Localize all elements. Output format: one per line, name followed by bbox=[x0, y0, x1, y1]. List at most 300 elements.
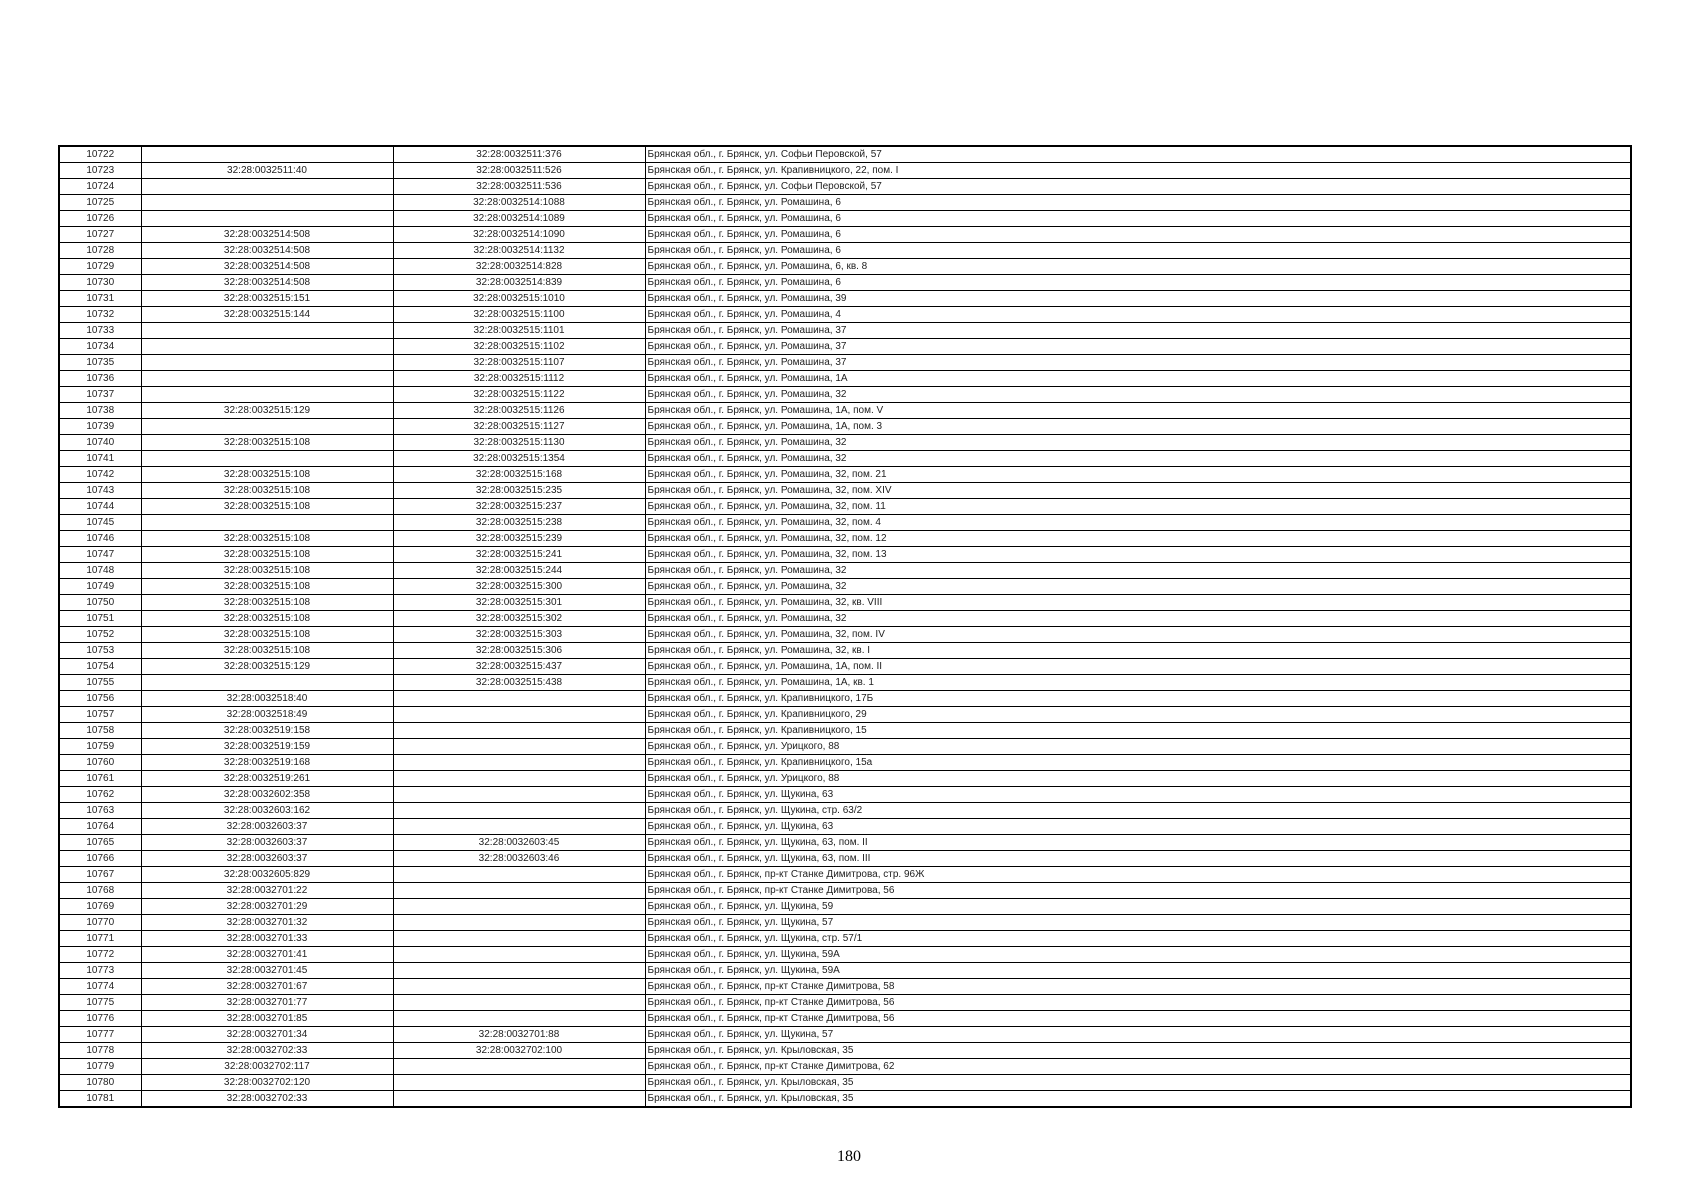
row-number-cell: 10724 bbox=[59, 179, 141, 195]
parent-cadastral-number-cell bbox=[141, 515, 393, 531]
row-number-cell: 10766 bbox=[59, 851, 141, 867]
address-cell: Брянская обл., г. Брянск, ул. Щукина, 63 bbox=[645, 787, 1631, 803]
cadastral-number-cell bbox=[393, 819, 645, 835]
address-cell: Брянская обл., г. Брянск, ул. Ромашина, 1А bbox=[645, 371, 1631, 387]
table-row bbox=[59, 771, 1631, 787]
table-row bbox=[59, 1043, 1631, 1059]
cadastral-number-cell: 32:28:0032515:244 bbox=[393, 563, 645, 579]
cadastral-number-cell bbox=[393, 1011, 645, 1027]
row-number-cell: 10775 bbox=[59, 995, 141, 1011]
cadastral-number-cell: 32:28:0032515:438 bbox=[393, 675, 645, 691]
parent-cadastral-number-cell: 32:28:0032515:108 bbox=[141, 467, 393, 483]
row-number-cell: 10736 bbox=[59, 371, 141, 387]
address-cell: Брянская обл., г. Брянск, ул. Ромашина, 32, кв. I bbox=[645, 643, 1631, 659]
parent-cadastral-number-cell: 32:28:0032702:117 bbox=[141, 1059, 393, 1075]
table-row bbox=[59, 179, 1631, 195]
row-number-cell: 10723 bbox=[59, 163, 141, 179]
address-cell: Брянская обл., г. Брянск, ул. Крыловская, 35 bbox=[645, 1091, 1631, 1108]
cadastral-number-cell bbox=[393, 867, 645, 883]
row-number-cell: 10768 bbox=[59, 883, 141, 899]
address-cell: Брянская обл., г. Брянск, ул. Щукина, 63 bbox=[645, 819, 1631, 835]
row-number-cell: 10722 bbox=[59, 146, 141, 163]
cadastral-number-cell: 32:28:0032515:301 bbox=[393, 595, 645, 611]
address-cell: Брянская обл., г. Брянск, пр-кт Станке Димитрова, стр. 96Ж bbox=[645, 867, 1631, 883]
parent-cadastral-number-cell: 32:28:0032511:40 bbox=[141, 163, 393, 179]
table-row bbox=[59, 627, 1631, 643]
row-number-cell: 10753 bbox=[59, 643, 141, 659]
cadastral-number-cell bbox=[393, 979, 645, 995]
parent-cadastral-number-cell bbox=[141, 371, 393, 387]
table-row bbox=[59, 643, 1631, 659]
cadastral-number-cell: 32:28:0032515:1126 bbox=[393, 403, 645, 419]
row-number-cell: 10745 bbox=[59, 515, 141, 531]
address-cell: Брянская обл., г. Брянск, ул. Щукина, 57 bbox=[645, 915, 1631, 931]
table-row bbox=[59, 691, 1631, 707]
address-cell: Брянская обл., г. Брянск, ул. Урицкого, 88 bbox=[645, 739, 1631, 755]
address-cell: Брянская обл., г. Брянск, ул. Ромашина, 6 bbox=[645, 275, 1631, 291]
parent-cadastral-number-cell: 32:28:0032514:508 bbox=[141, 259, 393, 275]
cadastral-number-cell: 32:28:0032514:1132 bbox=[393, 243, 645, 259]
address-cell: Брянская обл., г. Брянск, ул. Ромашина, 32, пом. IV bbox=[645, 627, 1631, 643]
address-cell: Брянская обл., г. Брянск, ул. Крапивницкого, 29 bbox=[645, 707, 1631, 723]
table-row bbox=[59, 611, 1631, 627]
row-number-cell: 10773 bbox=[59, 963, 141, 979]
table-row bbox=[59, 723, 1631, 739]
row-number-cell: 10742 bbox=[59, 467, 141, 483]
cadastral-number-cell bbox=[393, 931, 645, 947]
address-cell: Брянская обл., г. Брянск, ул. Крыловская, 35 bbox=[645, 1075, 1631, 1091]
parent-cadastral-number-cell: 32:28:0032602:358 bbox=[141, 787, 393, 803]
parent-cadastral-number-cell bbox=[141, 179, 393, 195]
cadastral-number-cell bbox=[393, 915, 645, 931]
row-number-cell: 10755 bbox=[59, 675, 141, 691]
address-cell: Брянская обл., г. Брянск, ул. Ромашина, 32 bbox=[645, 435, 1631, 451]
parent-cadastral-number-cell: 32:28:0032515:108 bbox=[141, 579, 393, 595]
table-row bbox=[59, 355, 1631, 371]
row-number-cell: 10738 bbox=[59, 403, 141, 419]
table-row bbox=[59, 931, 1631, 947]
row-number-cell: 10749 bbox=[59, 579, 141, 595]
table-row bbox=[59, 227, 1631, 243]
row-number-cell: 10770 bbox=[59, 915, 141, 931]
cadastral-number-cell: 32:28:0032515:1102 bbox=[393, 339, 645, 355]
cadastral-number-cell bbox=[393, 771, 645, 787]
cadastral-number-cell: 32:28:0032511:526 bbox=[393, 163, 645, 179]
table-row bbox=[59, 803, 1631, 819]
table-row bbox=[59, 707, 1631, 723]
row-number-cell: 10748 bbox=[59, 563, 141, 579]
row-number-cell: 10759 bbox=[59, 739, 141, 755]
parent-cadastral-number-cell: 32:28:0032701:22 bbox=[141, 883, 393, 899]
table-row bbox=[59, 259, 1631, 275]
parent-cadastral-number-cell bbox=[141, 451, 393, 467]
cadastral-number-cell bbox=[393, 899, 645, 915]
parent-cadastral-number-cell: 32:28:0032702:33 bbox=[141, 1043, 393, 1059]
address-cell: Брянская обл., г. Брянск, ул. Ромашина, 37 bbox=[645, 339, 1631, 355]
parent-cadastral-number-cell: 32:28:0032701:77 bbox=[141, 995, 393, 1011]
row-number-cell: 10728 bbox=[59, 243, 141, 259]
row-number-cell: 10771 bbox=[59, 931, 141, 947]
row-number-cell: 10734 bbox=[59, 339, 141, 355]
row-number-cell: 10754 bbox=[59, 659, 141, 675]
parent-cadastral-number-cell: 32:28:0032603:37 bbox=[141, 819, 393, 835]
cadastral-number-cell bbox=[393, 723, 645, 739]
parent-cadastral-number-cell: 32:28:0032701:34 bbox=[141, 1027, 393, 1043]
table-row bbox=[59, 739, 1631, 755]
parent-cadastral-number-cell: 32:28:0032515:108 bbox=[141, 499, 393, 515]
cadastral-number-cell: 32:28:0032515:1107 bbox=[393, 355, 645, 371]
address-cell: Брянская обл., г. Брянск, ул. Крапивницкого, 15 bbox=[645, 723, 1631, 739]
cadastral-number-cell: 32:28:0032515:1127 bbox=[393, 419, 645, 435]
address-cell: Брянская обл., г. Брянск, ул. Ромашина, 32 bbox=[645, 611, 1631, 627]
address-cell: Брянская обл., г. Брянск, ул. Ромашина, 1А, кв. 1 bbox=[645, 675, 1631, 691]
row-number-cell: 10769 bbox=[59, 899, 141, 915]
cadastral-number-cell: 32:28:0032515:1100 bbox=[393, 307, 645, 323]
table-row bbox=[59, 1011, 1631, 1027]
row-number-cell: 10780 bbox=[59, 1075, 141, 1091]
parent-cadastral-number-cell bbox=[141, 146, 393, 163]
parent-cadastral-number-cell bbox=[141, 339, 393, 355]
table-row bbox=[59, 851, 1631, 867]
row-number-cell: 10760 bbox=[59, 755, 141, 771]
address-cell: Брянская обл., г. Брянск, ул. Ромашина, 4 bbox=[645, 307, 1631, 323]
table-row bbox=[59, 883, 1631, 899]
cadastral-number-cell bbox=[393, 947, 645, 963]
parent-cadastral-number-cell: 32:28:0032701:45 bbox=[141, 963, 393, 979]
parent-cadastral-number-cell: 32:28:0032701:32 bbox=[141, 915, 393, 931]
table-row bbox=[59, 467, 1631, 483]
registry-table bbox=[58, 145, 1632, 1108]
cadastral-number-cell: 32:28:0032515:238 bbox=[393, 515, 645, 531]
table-row bbox=[59, 483, 1631, 499]
table-row bbox=[59, 915, 1631, 931]
parent-cadastral-number-cell: 32:28:0032701:67 bbox=[141, 979, 393, 995]
row-number-cell: 10762 bbox=[59, 787, 141, 803]
table-row bbox=[59, 403, 1631, 419]
address-cell: Брянская обл., г. Брянск, ул. Ромашина, 32, пом. 13 bbox=[645, 547, 1631, 563]
address-cell: Брянская обл., г. Брянск, ул. Ромашина, 6 bbox=[645, 211, 1631, 227]
parent-cadastral-number-cell: 32:28:0032515:108 bbox=[141, 483, 393, 499]
address-cell: Брянская обл., г. Брянск, ул. Ромашина, 32, пом. 4 bbox=[645, 515, 1631, 531]
address-cell: Брянская обл., г. Брянск, ул. Ромашина, 39 bbox=[645, 291, 1631, 307]
parent-cadastral-number-cell bbox=[141, 675, 393, 691]
address-cell: Брянская обл., г. Брянск, ул. Крапивницкого, 15а bbox=[645, 755, 1631, 771]
table-row bbox=[59, 243, 1631, 259]
address-cell: Брянская обл., г. Брянск, ул. Ромашина, 6, кв. 8 bbox=[645, 259, 1631, 275]
table-row bbox=[59, 659, 1631, 675]
cadastral-number-cell: 32:28:0032515:303 bbox=[393, 627, 645, 643]
row-number-cell: 10761 bbox=[59, 771, 141, 787]
table-row bbox=[59, 947, 1631, 963]
cadastral-number-cell: 32:28:0032514:1090 bbox=[393, 227, 645, 243]
row-number-cell: 10764 bbox=[59, 819, 141, 835]
cadastral-number-cell: 32:28:0032514:1088 bbox=[393, 195, 645, 211]
table-row bbox=[59, 323, 1631, 339]
row-number-cell: 10732 bbox=[59, 307, 141, 323]
row-number-cell: 10740 bbox=[59, 435, 141, 451]
address-cell: Брянская обл., г. Брянск, ул. Щукина, 59 bbox=[645, 899, 1631, 915]
address-cell: Брянская обл., г. Брянск, ул. Ромашина, 32 bbox=[645, 387, 1631, 403]
cadastral-number-cell bbox=[393, 1075, 645, 1091]
cadastral-number-cell bbox=[393, 803, 645, 819]
address-cell: Брянская обл., г. Брянск, ул. Щукина, стр. 63/2 bbox=[645, 803, 1631, 819]
address-cell: Брянская обл., г. Брянск, ул. Щукина, 57 bbox=[645, 1027, 1631, 1043]
parent-cadastral-number-cell: 32:28:0032514:508 bbox=[141, 227, 393, 243]
page-number: 180 bbox=[837, 1148, 861, 1165]
row-number-cell: 10777 bbox=[59, 1027, 141, 1043]
parent-cadastral-number-cell: 32:28:0032519:168 bbox=[141, 755, 393, 771]
parent-cadastral-number-cell: 32:28:0032515:151 bbox=[141, 291, 393, 307]
cadastral-number-cell: 32:28:0032515:1122 bbox=[393, 387, 645, 403]
row-number-cell: 10731 bbox=[59, 291, 141, 307]
row-number-cell: 10767 bbox=[59, 867, 141, 883]
cadastral-number-cell: 32:28:0032603:46 bbox=[393, 851, 645, 867]
parent-cadastral-number-cell: 32:28:0032515:108 bbox=[141, 595, 393, 611]
table-row bbox=[59, 579, 1631, 595]
row-number-cell: 10726 bbox=[59, 211, 141, 227]
table-row bbox=[59, 1091, 1631, 1108]
address-cell: Брянская обл., г. Брянск, ул. Ромашина, 6 bbox=[645, 243, 1631, 259]
address-cell: Брянская обл., г. Брянск, ул. Щукина, 63, пом. II bbox=[645, 835, 1631, 851]
parent-cadastral-number-cell: 32:28:0032701:29 bbox=[141, 899, 393, 915]
table-row bbox=[59, 275, 1631, 291]
row-number-cell: 10741 bbox=[59, 451, 141, 467]
parent-cadastral-number-cell bbox=[141, 387, 393, 403]
table-row bbox=[59, 899, 1631, 915]
address-cell: Брянская обл., г. Брянск, ул. Ромашина, 37 bbox=[645, 323, 1631, 339]
cadastral-number-cell: 32:28:0032515:300 bbox=[393, 579, 645, 595]
address-cell: Брянская обл., г. Брянск, ул. Ромашина, 32, пом. XIV bbox=[645, 483, 1631, 499]
address-cell: Брянская обл., г. Брянск, ул. Ромашина, 32, кв. VIII bbox=[645, 595, 1631, 611]
row-number-cell: 10776 bbox=[59, 1011, 141, 1027]
row-number-cell: 10743 bbox=[59, 483, 141, 499]
row-number-cell: 10781 bbox=[59, 1091, 141, 1108]
table-row bbox=[59, 963, 1631, 979]
address-cell: Брянская обл., г. Брянск, ул. Крапивницкого, 22, пом. I bbox=[645, 163, 1631, 179]
table-row bbox=[59, 563, 1631, 579]
address-cell: Брянская обл., г. Брянск, пр-кт Станке Димитрова, 62 bbox=[645, 1059, 1631, 1075]
row-number-cell: 10744 bbox=[59, 499, 141, 515]
cadastral-number-cell: 32:28:0032515:241 bbox=[393, 547, 645, 563]
parent-cadastral-number-cell: 32:28:0032701:33 bbox=[141, 931, 393, 947]
cadastral-number-cell: 32:28:0032515:1354 bbox=[393, 451, 645, 467]
row-number-cell: 10763 bbox=[59, 803, 141, 819]
cadastral-number-cell bbox=[393, 739, 645, 755]
row-number-cell: 10772 bbox=[59, 947, 141, 963]
row-number-cell: 10778 bbox=[59, 1043, 141, 1059]
address-cell: Брянская обл., г. Брянск, ул. Крапивницкого, 17Б bbox=[645, 691, 1631, 707]
address-cell: Брянская обл., г. Брянск, ул. Ромашина, 1А, пом. V bbox=[645, 403, 1631, 419]
parent-cadastral-number-cell: 32:28:0032518:49 bbox=[141, 707, 393, 723]
row-number-cell: 10765 bbox=[59, 835, 141, 851]
row-number-cell: 10727 bbox=[59, 227, 141, 243]
table-row bbox=[59, 163, 1631, 179]
cadastral-number-cell: 32:28:0032511:376 bbox=[393, 146, 645, 163]
table-row bbox=[59, 451, 1631, 467]
row-number-cell: 10739 bbox=[59, 419, 141, 435]
table-row bbox=[59, 1059, 1631, 1075]
cadastral-number-cell bbox=[393, 1091, 645, 1108]
row-number-cell: 10750 bbox=[59, 595, 141, 611]
row-number-cell: 10725 bbox=[59, 195, 141, 211]
table-row bbox=[59, 595, 1631, 611]
parent-cadastral-number-cell: 32:28:0032515:108 bbox=[141, 643, 393, 659]
cadastral-number-cell bbox=[393, 787, 645, 803]
parent-cadastral-number-cell: 32:28:0032519:158 bbox=[141, 723, 393, 739]
table-row bbox=[59, 819, 1631, 835]
parent-cadastral-number-cell: 32:28:0032518:40 bbox=[141, 691, 393, 707]
row-number-cell: 10774 bbox=[59, 979, 141, 995]
parent-cadastral-number-cell: 32:28:0032603:162 bbox=[141, 803, 393, 819]
address-cell: Брянская обл., г. Брянск, ул. Ромашина, 32, пом. 21 bbox=[645, 467, 1631, 483]
parent-cadastral-number-cell: 32:28:0032515:129 bbox=[141, 403, 393, 419]
parent-cadastral-number-cell: 32:28:0032515:129 bbox=[141, 659, 393, 675]
parent-cadastral-number-cell: 32:28:0032702:33 bbox=[141, 1091, 393, 1108]
row-number-cell: 10735 bbox=[59, 355, 141, 371]
parent-cadastral-number-cell: 32:28:0032515:108 bbox=[141, 563, 393, 579]
address-cell: Брянская обл., г. Брянск, ул. Ромашина, 32 bbox=[645, 563, 1631, 579]
cadastral-number-cell: 32:28:0032515:437 bbox=[393, 659, 645, 675]
address-cell: Брянская обл., г. Брянск, ул. Ромашина, 32, пом. 12 bbox=[645, 531, 1631, 547]
address-cell: Брянская обл., г. Брянск, ул. Щукина, стр. 57/1 bbox=[645, 931, 1631, 947]
table-row bbox=[59, 1075, 1631, 1091]
address-cell: Брянская обл., г. Брянск, пр-кт Станке Димитрова, 58 bbox=[645, 979, 1631, 995]
parent-cadastral-number-cell: 32:28:0032514:508 bbox=[141, 243, 393, 259]
cadastral-number-cell bbox=[393, 883, 645, 899]
address-cell: Брянская обл., г. Брянск, ул. Ромашина, 1А, пом. 3 bbox=[645, 419, 1631, 435]
parent-cadastral-number-cell: 32:28:0032603:37 bbox=[141, 851, 393, 867]
cadastral-number-cell: 32:28:0032515:168 bbox=[393, 467, 645, 483]
table-row bbox=[59, 291, 1631, 307]
row-number-cell: 10752 bbox=[59, 627, 141, 643]
table-row bbox=[59, 339, 1631, 355]
row-number-cell: 10751 bbox=[59, 611, 141, 627]
parent-cadastral-number-cell: 32:28:0032519:261 bbox=[141, 771, 393, 787]
table-row bbox=[59, 755, 1631, 771]
cadastral-number-cell bbox=[393, 963, 645, 979]
cadastral-number-cell: 32:28:0032515:237 bbox=[393, 499, 645, 515]
row-number-cell: 10746 bbox=[59, 531, 141, 547]
cadastral-number-cell: 32:28:0032515:1010 bbox=[393, 291, 645, 307]
cadastral-number-cell: 32:28:0032701:88 bbox=[393, 1027, 645, 1043]
cadastral-number-cell: 32:28:0032514:828 bbox=[393, 259, 645, 275]
table-row bbox=[59, 419, 1631, 435]
cadastral-number-cell: 32:28:0032515:302 bbox=[393, 611, 645, 627]
row-number-cell: 10733 bbox=[59, 323, 141, 339]
row-number-cell: 10756 bbox=[59, 691, 141, 707]
parent-cadastral-number-cell bbox=[141, 323, 393, 339]
cadastral-number-cell: 32:28:0032603:45 bbox=[393, 835, 645, 851]
address-cell: Брянская обл., г. Брянск, пр-кт Станке Димитрова, 56 bbox=[645, 1011, 1631, 1027]
row-number-cell: 10758 bbox=[59, 723, 141, 739]
address-cell: Брянская обл., г. Брянск, ул. Софьи Перовской, 57 bbox=[645, 179, 1631, 195]
parent-cadastral-number-cell: 32:28:0032515:108 bbox=[141, 627, 393, 643]
address-cell: Брянская обл., г. Брянск, ул. Ромашина, 1А, пом. II bbox=[645, 659, 1631, 675]
table-row bbox=[59, 787, 1631, 803]
cadastral-number-cell: 32:28:0032515:1112 bbox=[393, 371, 645, 387]
table-row bbox=[59, 307, 1631, 323]
parent-cadastral-number-cell bbox=[141, 419, 393, 435]
row-number-cell: 10757 bbox=[59, 707, 141, 723]
row-number-cell: 10737 bbox=[59, 387, 141, 403]
cadastral-number-cell: 32:28:0032514:839 bbox=[393, 275, 645, 291]
address-cell: Брянская обл., г. Брянск, ул. Ромашина, 6 bbox=[645, 227, 1631, 243]
table-row bbox=[59, 867, 1631, 883]
table-row bbox=[59, 1027, 1631, 1043]
parent-cadastral-number-cell: 32:28:0032515:108 bbox=[141, 531, 393, 547]
cadastral-number-cell: 32:28:0032702:100 bbox=[393, 1043, 645, 1059]
table-row bbox=[59, 146, 1631, 163]
parent-cadastral-number-cell bbox=[141, 195, 393, 211]
table-row bbox=[59, 835, 1631, 851]
parent-cadastral-number-cell: 32:28:0032515:108 bbox=[141, 611, 393, 627]
table-row bbox=[59, 211, 1631, 227]
cadastral-number-cell bbox=[393, 691, 645, 707]
parent-cadastral-number-cell: 32:28:0032603:37 bbox=[141, 835, 393, 851]
parent-cadastral-number-cell: 32:28:0032514:508 bbox=[141, 275, 393, 291]
address-cell: Брянская обл., г. Брянск, пр-кт Станке Димитрова, 56 bbox=[645, 883, 1631, 899]
cadastral-number-cell: 32:28:0032515:1101 bbox=[393, 323, 645, 339]
parent-cadastral-number-cell: 32:28:0032519:159 bbox=[141, 739, 393, 755]
parent-cadastral-number-cell: 32:28:0032605:829 bbox=[141, 867, 393, 883]
table-row bbox=[59, 995, 1631, 1011]
parent-cadastral-number-cell: 32:28:0032515:108 bbox=[141, 547, 393, 563]
parent-cadastral-number-cell: 32:28:0032701:41 bbox=[141, 947, 393, 963]
table-row bbox=[59, 195, 1631, 211]
parent-cadastral-number-cell bbox=[141, 211, 393, 227]
cadastral-number-cell: 32:28:0032515:239 bbox=[393, 531, 645, 547]
parent-cadastral-number-cell: 32:28:0032515:108 bbox=[141, 435, 393, 451]
parent-cadastral-number-cell: 32:28:0032702:120 bbox=[141, 1075, 393, 1091]
cadastral-number-cell: 32:28:0032515:235 bbox=[393, 483, 645, 499]
address-cell: Брянская обл., г. Брянск, ул. Щукина, 59А bbox=[645, 947, 1631, 963]
table-row bbox=[59, 547, 1631, 563]
table-row bbox=[59, 435, 1631, 451]
address-cell: Брянская обл., г. Брянск, пр-кт Станке Димитрова, 56 bbox=[645, 995, 1631, 1011]
table-row bbox=[59, 979, 1631, 995]
address-cell: Брянская обл., г. Брянск, ул. Ромашина, 32 bbox=[645, 451, 1631, 467]
address-cell: Брянская обл., г. Брянск, ул. Софьи Перовской, 57 bbox=[645, 146, 1631, 163]
cadastral-number-cell: 32:28:0032511:536 bbox=[393, 179, 645, 195]
cadastral-number-cell: 32:28:0032514:1089 bbox=[393, 211, 645, 227]
cadastral-number-cell bbox=[393, 755, 645, 771]
address-cell: Брянская обл., г. Брянск, ул. Ромашина, 32 bbox=[645, 579, 1631, 595]
cadastral-number-cell bbox=[393, 707, 645, 723]
address-cell: Брянская обл., г. Брянск, ул. Щукина, 63, пом. III bbox=[645, 851, 1631, 867]
parent-cadastral-number-cell: 32:28:0032515:144 bbox=[141, 307, 393, 323]
address-cell: Брянская обл., г. Брянск, ул. Ромашина, 37 bbox=[645, 355, 1631, 371]
cadastral-number-cell bbox=[393, 995, 645, 1011]
table-row bbox=[59, 371, 1631, 387]
table-row bbox=[59, 531, 1631, 547]
table-row bbox=[59, 675, 1631, 691]
parent-cadastral-number-cell: 32:28:0032701:85 bbox=[141, 1011, 393, 1027]
cadastral-number-cell bbox=[393, 1059, 645, 1075]
address-cell: Брянская обл., г. Брянск, ул. Щукина, 59А bbox=[645, 963, 1631, 979]
row-number-cell: 10729 bbox=[59, 259, 141, 275]
cadastral-number-cell: 32:28:0032515:1130 bbox=[393, 435, 645, 451]
address-cell: Брянская обл., г. Брянск, ул. Крыловская, 35 bbox=[645, 1043, 1631, 1059]
row-number-cell: 10747 bbox=[59, 547, 141, 563]
table-row bbox=[59, 387, 1631, 403]
cadastral-number-cell: 32:28:0032515:306 bbox=[393, 643, 645, 659]
address-cell: Брянская обл., г. Брянск, ул. Ромашина, 32, пом. 11 bbox=[645, 499, 1631, 515]
parent-cadastral-number-cell bbox=[141, 355, 393, 371]
table-row bbox=[59, 499, 1631, 515]
registry-table-body bbox=[59, 146, 1631, 1107]
row-number-cell: 10779 bbox=[59, 1059, 141, 1075]
address-cell: Брянская обл., г. Брянск, ул. Урицкого, 88 bbox=[645, 771, 1631, 787]
